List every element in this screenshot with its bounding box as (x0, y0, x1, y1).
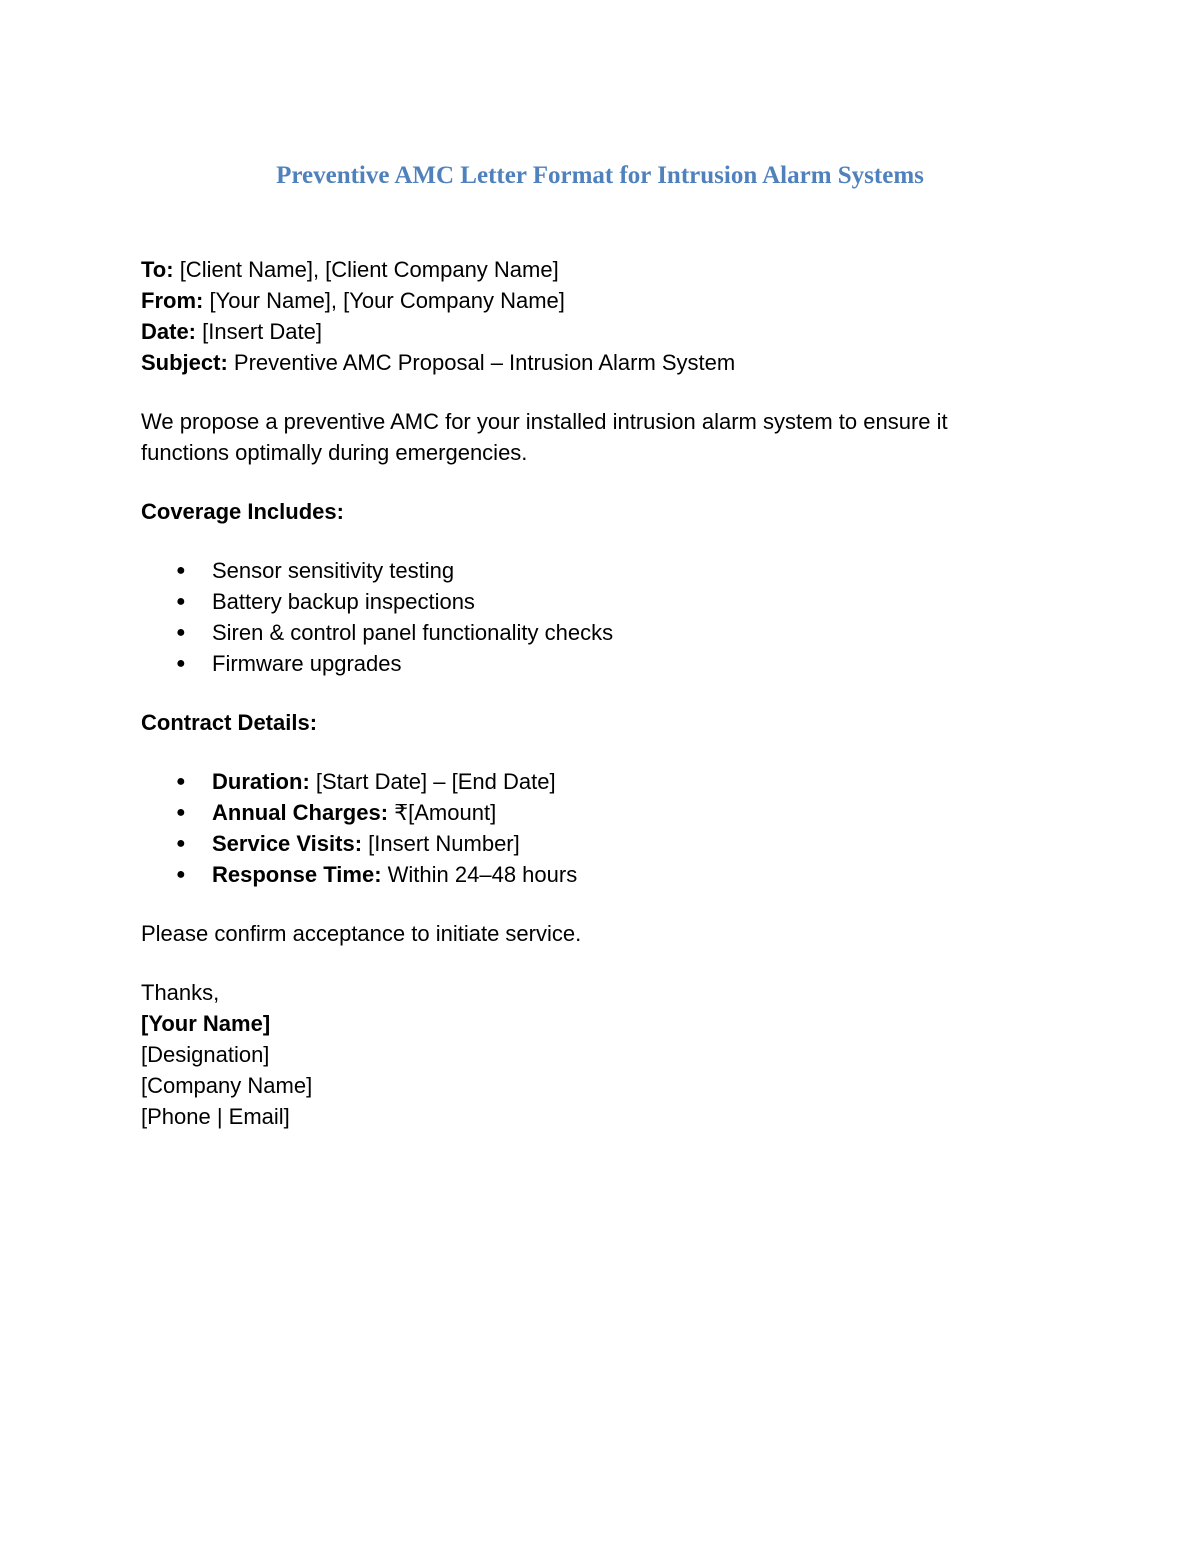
coverage-heading: Coverage Includes: (141, 499, 344, 524)
subject-label: Subject: (141, 350, 228, 375)
contract-item-value: [Insert Number] (362, 831, 520, 856)
bullet-icon: ● (176, 835, 186, 852)
from-value: [Your Name], [Your Company Name] (203, 288, 565, 313)
from-label: From: (141, 288, 204, 313)
signature-contact: [Phone | Email] (141, 1104, 290, 1129)
closing-line: Please confirm acceptance to initiate service. (141, 921, 582, 946)
bullet-icon: ● (176, 593, 186, 610)
date-value: [Insert Date] (196, 319, 322, 344)
contract-item-value: ₹[Amount] (388, 800, 497, 825)
coverage-item-text: Firmware upgrades (212, 651, 402, 676)
contract-item-label: Response Time: (212, 862, 382, 887)
to-label: To: (141, 257, 174, 282)
intro-line-2: functions optimally during emergencies. (141, 440, 528, 465)
list-item (141, 648, 1041, 679)
bullet-icon: ● (176, 866, 186, 883)
bullet-icon: ● (176, 562, 186, 579)
signature-name: [Your Name] (141, 1011, 271, 1036)
subject-value: Preventive AMC Proposal – Intrusion Alarm System (227, 350, 736, 375)
date-line (141, 316, 1041, 347)
thanks-line: Thanks, (141, 980, 220, 1005)
list-item (141, 766, 1041, 797)
date-label: Date: (141, 319, 197, 344)
list-item (141, 859, 1041, 890)
coverage-item-text: Battery backup inspections (212, 589, 475, 614)
intro-line-1: We propose a preventive AMC for your installed intrusion alarm system to ensure it (141, 409, 948, 434)
list-item (141, 586, 1041, 617)
signature-designation: [Designation] (141, 1042, 270, 1067)
from-line (141, 285, 1041, 316)
bullet-icon: ● (176, 655, 186, 672)
letter-body (141, 254, 1041, 1132)
contract-item-value: [Start Date] – [End Date] (309, 769, 556, 794)
contract-list (141, 766, 1041, 890)
list-item (141, 617, 1041, 648)
coverage-list (141, 555, 1041, 679)
contract-heading: Contract Details: (141, 710, 318, 735)
contract-item-label: Duration: (212, 769, 310, 794)
list-item (141, 797, 1041, 828)
list-item (141, 828, 1041, 859)
signature-company: [Company Name] (141, 1073, 313, 1098)
bullet-icon: ● (176, 624, 186, 641)
to-value: [Client Name], [Client Company Name] (173, 257, 559, 282)
subject-line (141, 347, 1041, 378)
document-title: Preventive AMC Letter Format for Intrusion Alarm Systems (276, 162, 924, 189)
bullet-icon: ● (176, 804, 186, 821)
to-line (141, 254, 1041, 285)
coverage-item-text: Siren & control panel functionality checks (212, 620, 614, 645)
coverage-item-text: Sensor sensitivity testing (212, 558, 455, 583)
list-item (141, 555, 1041, 586)
contract-item-label: Service Visits: (212, 831, 363, 856)
contract-item-label: Annual Charges: (212, 800, 389, 825)
bullet-icon: ● (176, 773, 186, 790)
contract-item-value: Within 24–48 hours (381, 862, 578, 887)
